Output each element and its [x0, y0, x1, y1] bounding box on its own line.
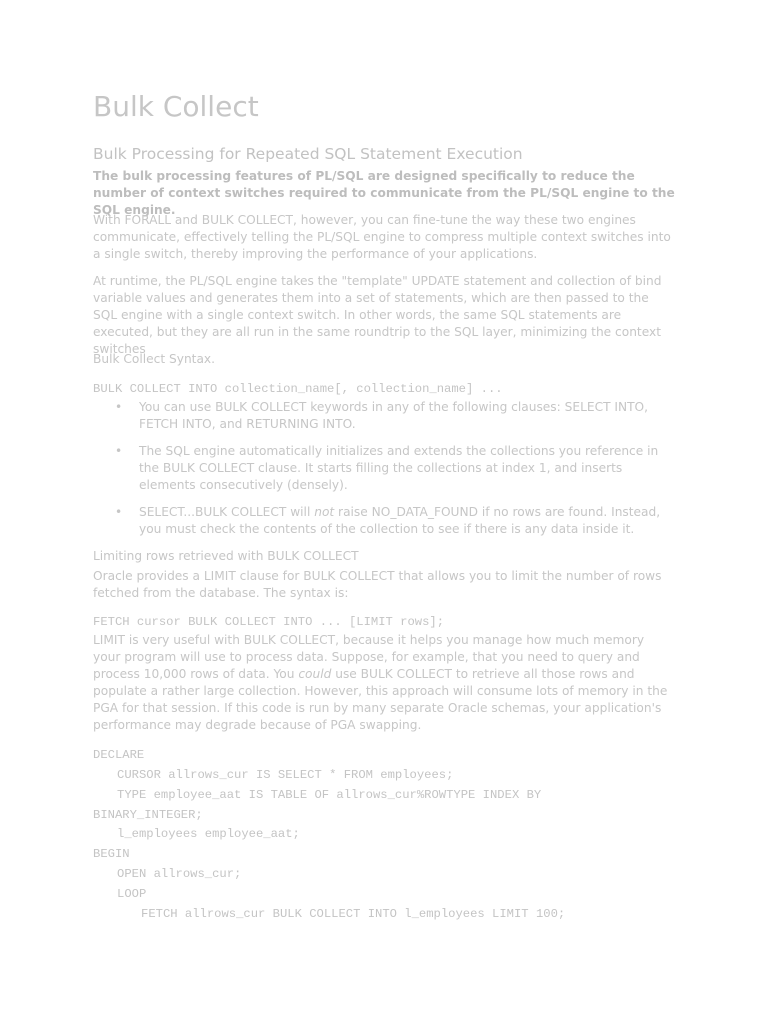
list-item-text: The SQL engine automatically initializes and extends the collections you reference in the BULK COLLECT clause. It starts filling the collections at index 1, and inserts elements consecutively (densely).	[139, 444, 659, 492]
bullet-icon: •	[115, 444, 123, 458]
list-item-emphasis: not	[314, 505, 335, 519]
limit-explanation	[93, 632, 675, 734]
list-item	[93, 504, 669, 538]
list-item-text: You can use BULK COLLECT keywords in any of the following clauses: SELECT INTO, FETCH INTO, and RETURNING INTO.	[139, 400, 649, 431]
code-line: TYPE employee_aat IS TABLE OF allrows_cur%ROWTYPE INDEX BY	[117, 788, 542, 802]
limit-code: FETCH cursor BULK COLLECT INTO ... [LIMIT rows];	[93, 615, 445, 629]
paragraph-runtime: At runtime, the PL/SQL engine takes the "template" UPDATE statement and collection of bind variable values and generates them into a set of statements, which are then passed to the SQL engine with a single context switch. In other words, the same SQL statements are executed, but they are all run in the same roundtrip to the SQL layer, minimizing the context switches	[93, 274, 662, 356]
syntax-bullet-list	[93, 399, 675, 548]
intro-paragraph: The bulk processing features of PL/SQL are designed specifically to reduce the number of context switches required to communicate from the PL/SQL engine to the SQL engine.	[93, 169, 675, 217]
code-line: BEGIN	[93, 847, 130, 861]
code-line: DECLARE	[93, 748, 145, 762]
bullet-icon: •	[115, 505, 123, 519]
limit-explanation-emphasis: could	[298, 667, 332, 681]
page-title: Bulk Collect	[93, 90, 259, 123]
section-subtitle: Bulk Processing for Repeated SQL Statement Execution	[93, 145, 523, 163]
paragraph-forall: With FORALL and BULK COLLECT, however, you can fine-tune the way these two engines communicate, effectively telling the PL/SQL engine to compress multiple context switches into a single switch, thereby improving the performance of your applications.	[93, 213, 671, 261]
code-line: CURSOR allrows_cur IS SELECT * FROM employees;	[117, 768, 454, 782]
syntax-code: BULK COLLECT INTO collection_name[, collection_name] ...	[93, 382, 503, 396]
code-line: LOOP	[117, 887, 147, 901]
list-item	[93, 399, 669, 433]
syntax-heading: Bulk Collect Syntax.	[93, 352, 215, 366]
limit-paragraph: Oracle provides a LIMIT clause for BULK COLLECT that allows you to limit the number of rows fetched from the database. The syntax is:	[93, 569, 662, 600]
list-item	[93, 443, 669, 494]
code-line: OPEN allrows_cur;	[117, 867, 242, 881]
list-item-text-after: raise NO_DATA_FOUND if no rows are found. Instead, you must check the contents of the collection to see if there is any data inside it.	[139, 505, 661, 536]
code-line: FETCH allrows_cur BULK COLLECT INTO l_employees LIMIT 100;	[141, 907, 566, 921]
limit-heading: Limiting rows retrieved with BULK COLLECT	[93, 549, 359, 563]
list-item-text-before: SELECT...BULK COLLECT will	[139, 505, 315, 519]
limit-explanation-before: LIMIT is very useful with BULK COLLECT, because it helps you manage how much memory your program will use to process data. Suppose, for example, that you need to query and process 10,000 rows of data. You	[93, 633, 645, 681]
limit-explanation-after: use BULK COLLECT to retrieve all those rows and populate a rather large collection. However, this approach will consume lots of memory in the PGA for that session. If this code is run by many separate Oracle schemas, your application's performance may degrade because of PGA swapping.	[93, 667, 668, 732]
bullet-icon: •	[115, 400, 123, 414]
code-line: BINARY_INTEGER;	[93, 808, 203, 822]
code-line: l_employees employee_aat;	[117, 827, 300, 841]
